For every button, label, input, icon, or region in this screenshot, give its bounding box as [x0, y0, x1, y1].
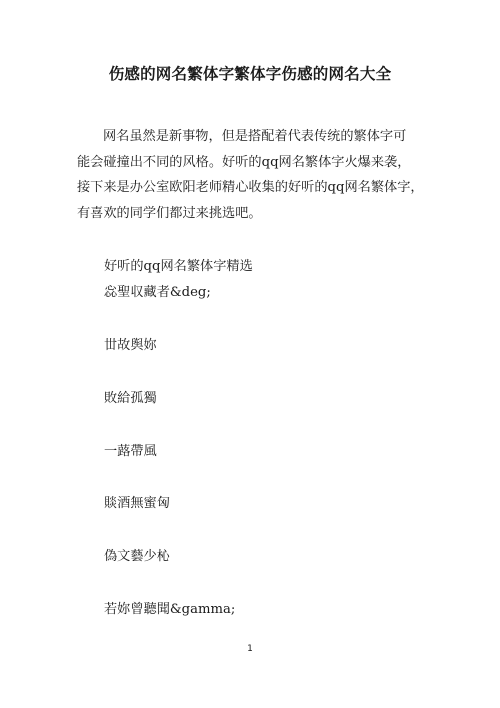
name-item: 丗故舆妳: [104, 338, 157, 353]
name-item: 賧酒無蜜匈: [104, 496, 170, 511]
name-item: 惢聖収藏者&deg;: [104, 285, 211, 300]
name-item: 偽文藝少杺: [104, 549, 170, 564]
name-item: 敗給孤獨: [104, 391, 157, 406]
intro-paragraph: [77, 124, 437, 226]
list-heading: 好听的qq网名繁体字精选: [104, 259, 253, 274]
name-item: 若妳曾聽聞&gamma;: [104, 602, 236, 617]
name-item: 一蕗帶風: [104, 444, 157, 459]
page-number: 1: [247, 644, 253, 654]
intro-line: 网名虽然是新事物，但是搭配着代表传统的繁体字可: [103, 129, 407, 144]
intro-line: 有喜欢的同学们都过来挑选吧。: [77, 205, 262, 221]
page-title: 伤感的网名繁体字繁体字伤感的网名大全: [108, 65, 392, 83]
intro-line: 能会碰撞出不同的风格。好听的qq网名繁体字火爆来袭，: [77, 154, 411, 170]
intro-line: 接下来是办公室欧阳老师精心收集的好听的qq网名繁体字，: [77, 180, 424, 195]
